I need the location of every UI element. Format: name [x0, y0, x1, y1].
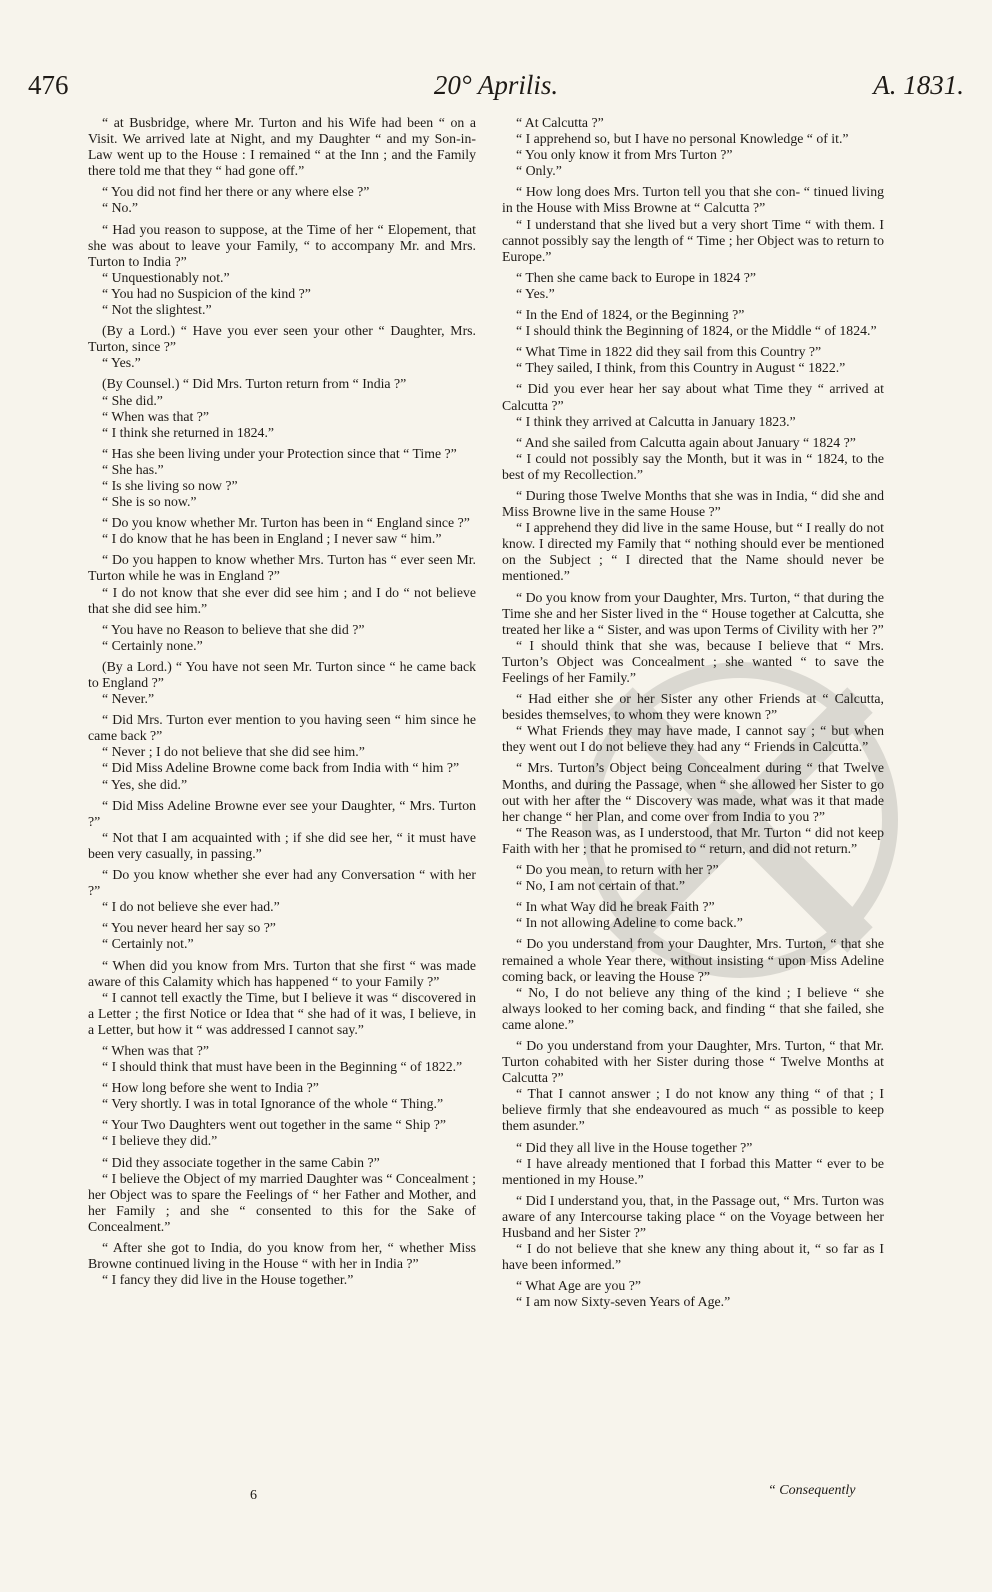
- paragraph: “ They sailed, I think, from this Country in August “ 1822.”: [516, 360, 846, 376]
- paragraph: “ Your Two Daughters went out together in the same “ Ship ?”: [102, 1117, 447, 1133]
- paragraph: “ I should think that she was, because I believe that “ Mrs. Turton’s Object was Concealment ; she wanted “ to save the Feelings of her Family.”: [502, 637, 884, 685]
- paragraph: “ Yes.”: [102, 355, 141, 371]
- paragraph: “ Did they all live in the House together ?”: [516, 1139, 753, 1155]
- paragraph: “ She did.”: [102, 392, 163, 408]
- paragraph: “ How long does Mrs. Turton tell you that she con- “ tinued living in the House with Miss Browne at “ Calcutta ?”: [502, 184, 884, 216]
- paragraph: “ After she got to India, do you know from her, “ whether Miss Browne continued living in the House “ with her in India ?”: [88, 1240, 476, 1272]
- paragraph: “ Do you know from your Daughter, Mrs. Turton, “ that during the Time she and her Sister lived in the “ House together at Calcutta, she treated her like a “ Sister, and was upon Terms of Civility with her ?”: [502, 589, 884, 637]
- paragraph: “ Yes, she did.”: [102, 776, 188, 792]
- paragraph: “ In the End of 1824, or the Beginning ?”: [516, 307, 745, 323]
- paragraph: “ And she sailed from Calcutta again about January “ 1824 ?”: [516, 434, 856, 450]
- paragraph: “ Has she been living under your Protection since that “ Time ?”: [102, 445, 457, 461]
- paragraph: “ No, I do not believe any thing of the kind ; I believe “ she always looked to her coming back, and finding “ that she failed, she came alone.”: [502, 984, 884, 1032]
- paragraph: “ You only know it from Mrs Turton ?”: [516, 147, 733, 163]
- paragraph: “ I understand that she lived but a very short Time “ with them. I cannot possibly say the length of “ Time ; her Object was to return to Europe.”: [502, 216, 884, 264]
- paragraph: “ What Time in 1822 did they sail from this Country ?”: [516, 344, 822, 360]
- paragraph: “ I cannot tell exactly the Time, but I believe it was “ discovered in a Letter ; the first Notice or Idea that “ she had of it was, I believe, in a Letter, but how it “ was addressed I cannot say.”: [88, 989, 476, 1037]
- running-head-year: A. 1831.: [873, 70, 964, 100]
- paragraph: “ How long before she went to India ?”: [102, 1080, 319, 1096]
- paragraph: “ I do not believe she ever had.”: [102, 899, 280, 915]
- paragraph: (By Counsel.) “ Did Mrs. Turton return from “ India ?”: [102, 376, 407, 392]
- paragraph: “ I am now Sixty-seven Years of Age.”: [516, 1294, 731, 1310]
- paragraph: “ You never heard her say so ?”: [102, 920, 276, 936]
- left-column: [88, 115, 476, 1288]
- paragraph: “ Only.”: [516, 163, 562, 179]
- paragraph: “ I could not possibly say the Month, but it was in “ 1824, to the best of my Recollection.”: [502, 450, 884, 482]
- paragraph: “ I think they arrived at Calcutta in January 1823.”: [516, 413, 796, 429]
- paragraph: “ Did I understand you, that, in the Passage out, “ Mrs. Turton was aware of any Intercourse taking place “ on the Voyage between her Husband and her Sister ?”: [502, 1192, 884, 1240]
- paragraph: “ Had either she or her Sister any other Friends at “ Calcutta, besides themselves, to whom they were known ?”: [502, 691, 884, 723]
- paragraph: “ I believe the Object of my married Daughter was “ Concealment ; her Object was to spare the Feelings of “ her Father and Mother, and her Family ; and she “ consented to this for the Sake of Concealment.”: [88, 1170, 476, 1234]
- page-number: 476: [28, 70, 69, 100]
- paragraph: “ Do you understand from your Daughter, Mrs. Turton, “ that she remained a whole Year there, without insisting “ upon Miss Adeline coming back, or leaving the House ?”: [502, 936, 884, 984]
- paragraph: “ The Reason was, as I understood, that Mr. Turton “ did not keep Faith with her ; that he promised to “ return, and did not return.”: [502, 824, 884, 856]
- paragraph: “ Did Miss Adeline Browne come back from India with “ him ?”: [102, 760, 460, 776]
- paragraph: “ I fancy they did live in the House together.”: [102, 1272, 354, 1288]
- paragraph: “ At Calcutta ?”: [516, 115, 604, 130]
- paragraph: “ What Friends they may have made, I cannot say ; “ but when they went out I do not believe they had any “ Friends in Calcutta.”: [502, 723, 884, 755]
- paragraph: “ Did they associate together in the same Cabin ?”: [102, 1154, 380, 1170]
- paragraph: “ Very shortly. I was in total Ignorance of the whole “ Thing.”: [102, 1096, 444, 1112]
- paragraph: “ I do know that he has been in England ; I never saw “ him.”: [102, 531, 442, 547]
- paragraph: “ I apprehend they did live in the same House, but “ I really do not know. I directed my Family that “ nothing should ever be mentioned on the Subject ; “ I directed that the Name should never be mentioned.”: [502, 520, 884, 584]
- paragraph: “ Is she living so now ?”: [102, 477, 238, 493]
- paragraph: “ Did Miss Adeline Browne ever see your Daughter, “ Mrs. Turton ?”: [88, 797, 476, 829]
- paragraph: “ Then she came back to Europe in 1824 ?”: [516, 269, 756, 285]
- catchword: “ Consequently: [768, 1483, 856, 1498]
- paragraph: “ In what Way did he break Faith ?”: [516, 899, 715, 915]
- page-header: [28, 70, 964, 106]
- paragraph: “ I should think that must have been in the Beginning “ of 1822.”: [102, 1059, 463, 1075]
- signature-mark: 6: [250, 1488, 257, 1503]
- paragraph: “ What Age are you ?”: [516, 1278, 642, 1294]
- paragraph: “ She is so now.”: [102, 494, 197, 510]
- paragraph: “ Never.”: [102, 691, 155, 707]
- paragraph: “ She has.”: [102, 461, 164, 477]
- paragraph: “ Yes.”: [516, 285, 555, 301]
- paragraph: “ I do not believe that she knew any thing about it, “ so far as I have been informed.”: [502, 1241, 884, 1273]
- paragraph: “ You have no Reason to believe that she did ?”: [102, 621, 365, 637]
- paragraph: “ Did Mrs. Turton ever mention to you having seen “ him since he came back ?”: [88, 712, 476, 744]
- paragraph: “ Do you know whether she ever had any Conversation “ with her ?”: [88, 867, 476, 899]
- paragraph: “ You had no Suspicion of the kind ?”: [102, 285, 311, 301]
- paragraph: “ No, I am not certain of that.”: [516, 878, 685, 894]
- paragraph: “ I think she returned in 1824.”: [102, 424, 275, 440]
- paragraph: “ Do you mean, to return with her ?”: [516, 862, 719, 878]
- paragraph: “ Unquestionably not.”: [102, 269, 230, 285]
- paragraph: “ When was that ?”: [102, 408, 210, 424]
- paragraph: “ I apprehend so, but I have no personal Knowledge “ of it.”: [516, 131, 849, 147]
- paragraph: “ Do you know whether Mr. Turton has been in “ England since ?”: [102, 515, 470, 531]
- paragraph: “ Certainly not.”: [102, 936, 194, 952]
- paragraph: (By a Lord.) “ Have you ever seen your other “ Daughter, Mrs. Turton, since ?”: [88, 323, 476, 355]
- paragraph: “ Do you happen to know whether Mrs. Turton has “ ever seen Mr. Turton while he was in England ?”: [88, 552, 476, 584]
- right-column: [502, 115, 884, 1310]
- paragraph: “ That I cannot answer ; I do not know any thing “ of that ; I believe firmly that she endeavoured as much “ as possible to keep them asunder.”: [502, 1086, 884, 1134]
- paragraph: “ I believe they did.”: [102, 1133, 218, 1149]
- running-head-date: 20° Aprilis.: [433, 70, 559, 100]
- paragraph: “ You did not find her there or any where else ?”: [102, 184, 370, 200]
- paragraph: “ Not that I am acquainted with ; if she did see her, “ it must have been very casually, in passing.”: [88, 829, 476, 861]
- paragraph: “ Not the slightest.”: [102, 302, 212, 318]
- paragraph: “ Never ; I do not believe that she did see him.”: [102, 744, 365, 760]
- paragraph: “ Do you understand from your Daughter, Mrs. Turton, “ that Mr. Turton cohabited with her Sister during those “ Twelve Months at Calcutta ?”: [502, 1037, 884, 1086]
- paragraph: “ at Busbridge, where Mr. Turton and his Wife had been “ on a Visit. We arrived late at Night, and my Daughter “ and my Son-in-Law went up to the House : I remained “ at the Inn ; and the Family there told me that they “ had gone off.”: [88, 115, 476, 179]
- paragraph: “ I do not know that she ever did see him ; and I do “ not believe that she did see him.”: [88, 584, 476, 616]
- paragraph: “ During those Twelve Months that she was in India, “ did she and Miss Browne live in the same House ?”: [502, 487, 884, 520]
- paragraph: “ I should think the Beginning of 1824, or the Middle “ of 1824.”: [516, 323, 877, 339]
- paragraph: “ Did you ever hear her say about what Time they “ arrived at Calcutta ?”: [502, 381, 884, 413]
- paragraph: “ When did you know from Mrs. Turton that she first “ was made aware of this Calamity which has happened “ to your Family ?”: [88, 957, 476, 989]
- paragraph: “ No.”: [102, 200, 139, 216]
- paragraph: “ I have already mentioned that I forbad this Matter “ ever to be mentioned in my House.”: [502, 1155, 884, 1187]
- paragraph: “ When was that ?”: [102, 1042, 210, 1058]
- paragraph: “ Had you reason to suppose, at the Time of her “ Elopement, that she was about to leave your Family, “ to accompany Mr. and Mrs. Turton to India ?”: [88, 221, 476, 269]
- paragraph: “ Mrs. Turton’s Object being Concealment during “ that Twelve Months, and during the Passage, when “ she allowed her Sister to go out with her after the “ Discovery was made, what was it that made her change “ her Plan, and come over from India to you ?”: [502, 760, 884, 824]
- paragraph: “ Certainly none.”: [102, 637, 203, 653]
- paragraph: (By a Lord.) “ You have not seen Mr. Turton since “ he came back to England ?”: [88, 658, 476, 690]
- paragraph: “ In not allowing Adeline to come back.”: [516, 915, 743, 931]
